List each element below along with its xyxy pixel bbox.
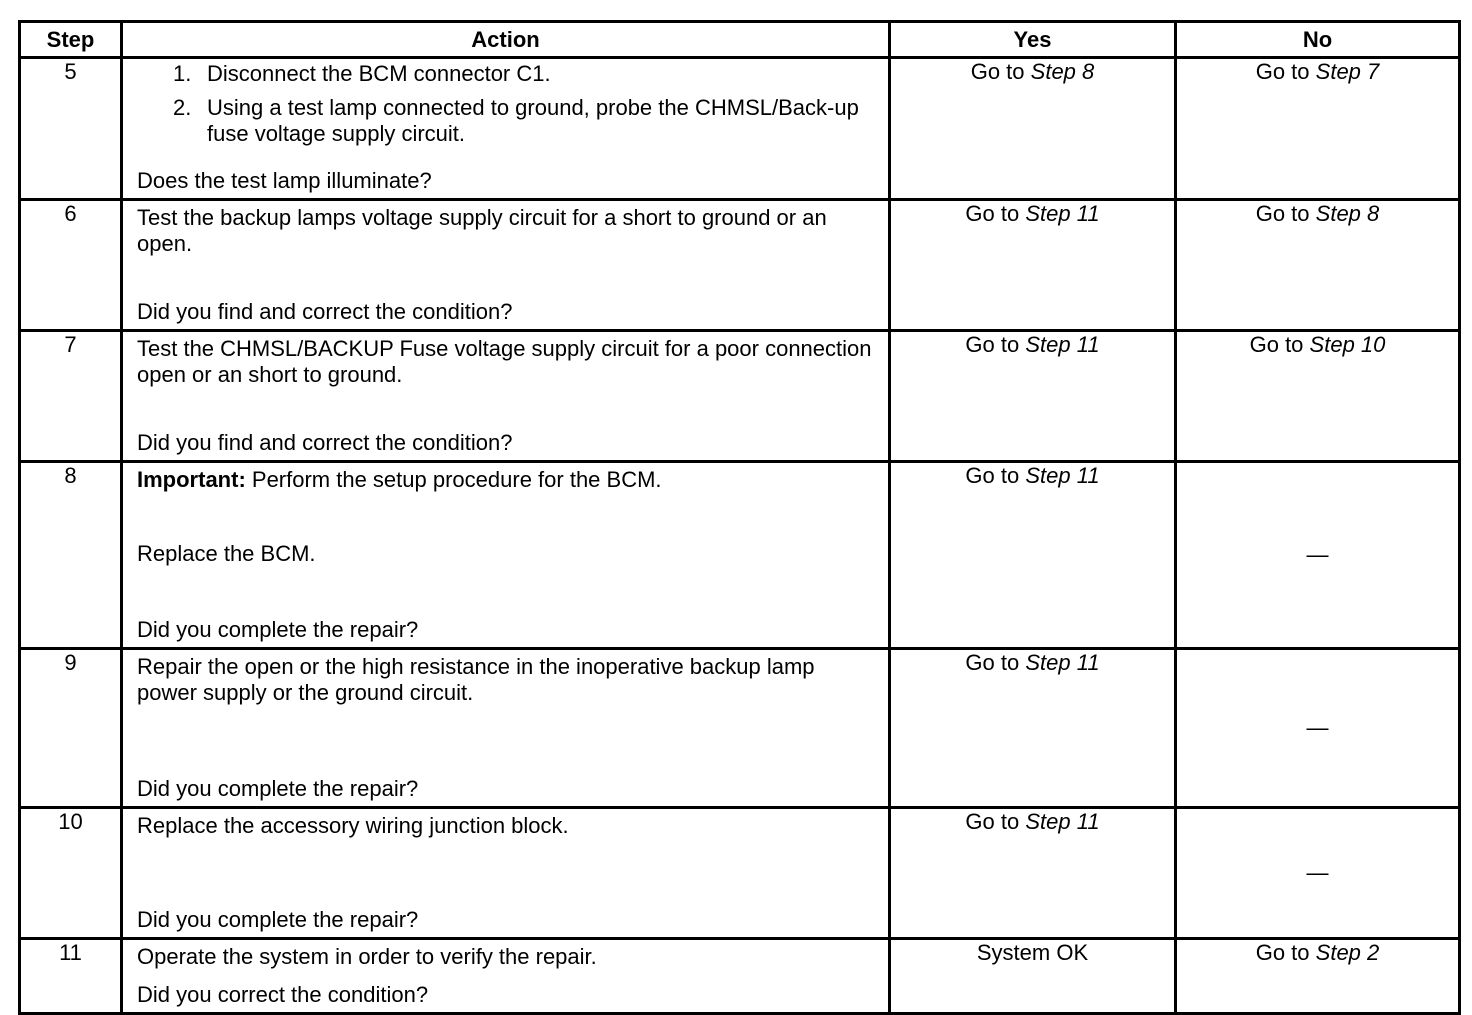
yes-target-link: Step 11 — [1025, 332, 1100, 357]
no-cell — [1176, 58, 1460, 200]
yes-prefix: Go to — [965, 332, 1020, 357]
no-prefix: Go to — [1249, 332, 1304, 357]
yes-cell — [890, 200, 1176, 331]
yes-prefix: Go to — [965, 201, 1020, 226]
no-prefix: Go to — [1255, 940, 1310, 965]
header-no: No — [1176, 22, 1460, 58]
no-cell: — — [1176, 649, 1460, 808]
table-row — [20, 462, 1460, 649]
table-row — [20, 331, 1460, 462]
no-prefix: Go to — [1255, 201, 1310, 226]
question-text: Does the test lamp illuminate? — [137, 168, 432, 193]
no-cell: — — [1176, 808, 1460, 939]
yes-target-link: Step 8 — [1030, 59, 1095, 84]
no-cell: — — [1176, 462, 1460, 649]
yes-prefix: Go to — [965, 650, 1020, 675]
list-item — [173, 61, 874, 87]
instruction-text: Operate the system in order to verify the repair. — [137, 944, 597, 969]
action-cell — [122, 331, 890, 462]
substep-number: 2. — [173, 95, 192, 120]
question-text: Did you correct the condition? — [137, 982, 429, 1007]
diagnostic-table — [18, 20, 1461, 1015]
no-target-link: Step 10 — [1309, 332, 1386, 357]
substep-text: Disconnect the BCM connector C1. — [207, 61, 551, 86]
question-text: Did you complete the repair? — [137, 907, 419, 932]
instruction-text: Test the CHMSL/BACKUP Fuse voltage supply circuit for a poor connection open or an short to ground. — [137, 336, 872, 387]
important-note — [137, 463, 874, 493]
header-row — [20, 22, 1460, 58]
question-text: Did you complete the repair? — [137, 776, 419, 801]
step-number: 10 — [20, 808, 122, 939]
header-yes: Yes — [890, 22, 1176, 58]
yes-prefix: Go to — [965, 463, 1020, 488]
action-cell — [122, 649, 890, 808]
no-cell — [1176, 200, 1460, 331]
step-number: 11 — [20, 939, 122, 1014]
step-number: 7 — [20, 331, 122, 462]
table-row — [20, 649, 1460, 808]
important-text: Perform the setup procedure for the BCM. — [251, 467, 662, 492]
no-cell — [1176, 939, 1460, 1014]
yes-cell — [890, 462, 1176, 649]
step-number: 6 — [20, 200, 122, 331]
substep-text: Using a test lamp connected to ground, probe the CHMSL/Back-up fuse voltage supply circuit. — [207, 95, 859, 146]
action-cell — [122, 939, 890, 1014]
substep-number: 1. — [173, 61, 192, 86]
header-step: Step — [20, 22, 122, 58]
yes-target-link: Step 11 — [1025, 463, 1100, 488]
instruction-text: Repair the open or the high resistance in the inoperative backup lamp power supply or the ground circuit. — [137, 654, 815, 705]
table-row — [20, 808, 1460, 939]
no-prefix: Go to — [1255, 59, 1310, 84]
instruction-text: Replace the accessory wiring junction block. — [137, 813, 569, 838]
yes-prefix: Go to — [970, 59, 1025, 84]
yes-cell — [890, 649, 1176, 808]
instruction-text: Replace the BCM. — [137, 541, 316, 566]
yes-target-link: Step 11 — [1025, 201, 1100, 226]
step-number: 9 — [20, 649, 122, 808]
question-text: Did you find and correct the condition? — [137, 430, 513, 455]
action-cell — [122, 58, 890, 200]
step-number: 5 — [20, 58, 122, 200]
action-cell — [122, 808, 890, 939]
substep-list — [137, 61, 874, 147]
no-target-link: Step 2 — [1315, 940, 1380, 965]
yes-cell — [890, 331, 1176, 462]
table-row — [20, 200, 1460, 331]
yes-target-link: Step 11 — [1025, 809, 1100, 834]
table-row — [20, 939, 1460, 1014]
list-item — [173, 95, 874, 147]
yes-target-link: Step 11 — [1025, 650, 1100, 675]
yes-cell — [890, 58, 1176, 200]
yes-cell: System OK — [890, 939, 1176, 1014]
header-action: Action — [122, 22, 890, 58]
action-cell — [122, 462, 890, 649]
table-row — [20, 58, 1460, 200]
important-label: Important: — [137, 467, 246, 492]
no-target-link: Step 7 — [1315, 59, 1380, 84]
question-text: Did you find and correct the condition? — [137, 299, 513, 324]
question-text: Did you complete the repair? — [137, 617, 419, 642]
no-cell — [1176, 331, 1460, 462]
step-number: 8 — [20, 462, 122, 649]
instruction-text: Test the backup lamps voltage supply circuit for a short to ground or an open. — [137, 205, 827, 256]
no-target-link: Step 8 — [1315, 201, 1380, 226]
action-cell — [122, 200, 890, 331]
yes-prefix: Go to — [965, 809, 1020, 834]
yes-cell — [890, 808, 1176, 939]
